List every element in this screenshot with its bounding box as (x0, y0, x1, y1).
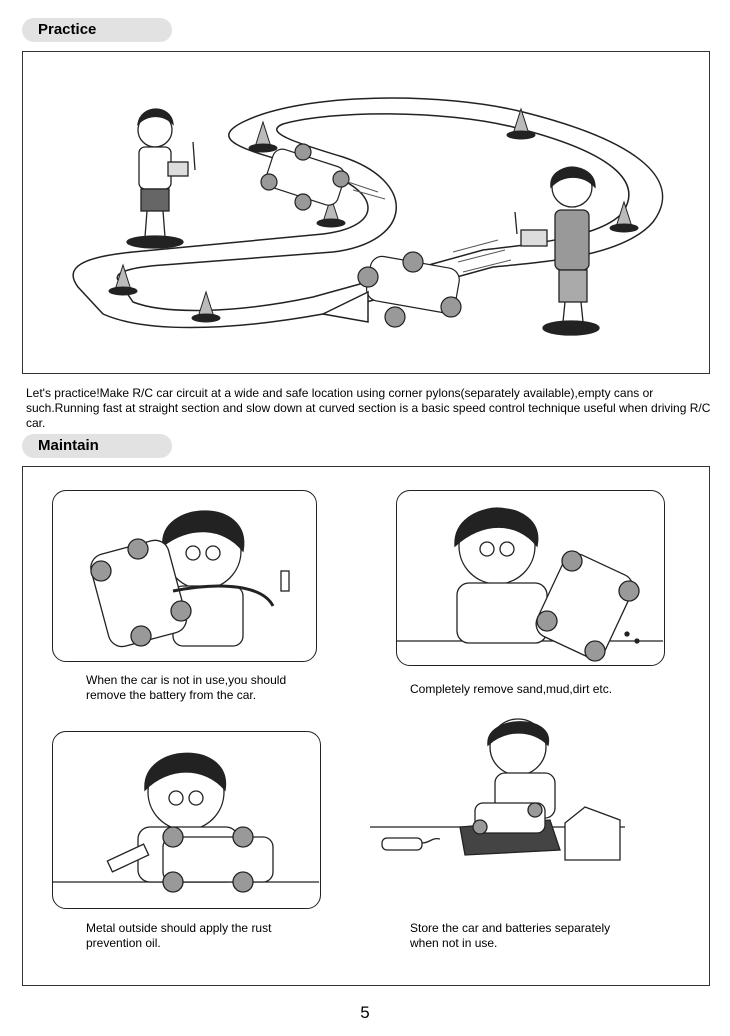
store-scene (370, 715, 670, 875)
battery-caption (86, 673, 286, 703)
practice-description: Let's practice!Make R/C car circuit at a wide and safe location using corner pylons(separately available),empty cans or such.Running fast at straight section and slow down at curved section is a basic speed control technique useful when driving R/C car. (26, 386, 711, 430)
clean-caption (410, 682, 612, 697)
clean-car-illustration (397, 491, 663, 664)
battery-panel (52, 490, 317, 662)
remove-battery-illustration (53, 491, 315, 660)
store-caption-line-1: Store the car and batteries separately (410, 921, 611, 935)
store-caption (410, 921, 610, 951)
rust-oil-illustration (53, 732, 319, 907)
store-car-illustration (370, 715, 670, 875)
practice-section-header (22, 18, 172, 42)
clean-caption-line-1: Completely remove sand,mud,dirt etc. (410, 682, 613, 696)
practice-track-illustration (23, 52, 709, 373)
oil-panel (52, 731, 321, 909)
battery-caption-line-1: When the car is not in use,you should (86, 673, 287, 687)
oil-caption-line-1: Metal outside should apply the rust (86, 921, 272, 935)
oil-caption-line-2: prevention oil. (86, 936, 161, 950)
maintain-section-header (22, 434, 172, 458)
maintain-title: Maintain (38, 437, 99, 454)
oil-caption (86, 921, 271, 951)
practice-illustration-frame (22, 51, 710, 374)
page-number: 5 (360, 1003, 370, 1022)
practice-title: Practice (38, 21, 97, 38)
battery-caption-line-2: remove the battery from the car. (86, 688, 257, 702)
clean-panel (396, 490, 665, 666)
store-caption-line-2: when not in use. (410, 936, 498, 950)
